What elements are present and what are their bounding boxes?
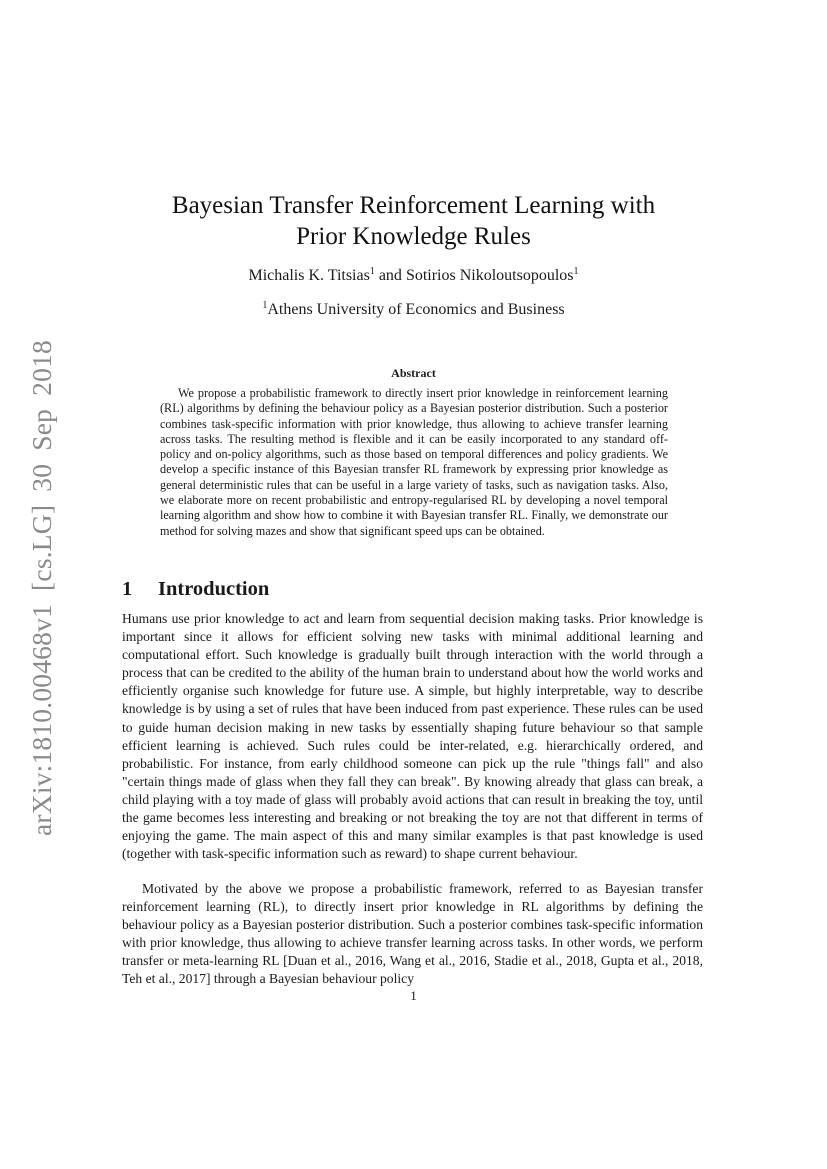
intro-paragraph-2: Motivated by the above we propose a probabilistic framework, referred to as Bayesian transfer reinforcement learning (RL), to directly insert prior knowledge in RL algorithms by defining the behaviour policy as a Bayesian posterior distribution. Such a posterior combines task-specific information with prior knowledge, thus allowing to achieve transfer learning across tasks. In other words, we perform transfer or meta-learning RL [Duan et al., 2016, Wang et al., 2016, Stadie et al., 2018, Gupta et al., 2018, Teh et al., 2017] through a Bayesian behaviour policy xyxy=(122,881,703,987)
abstract-body: We propose a probabilistic framework to directly insert prior knowledge in reinforcement learning (RL) algorithms by defining the behaviour policy as a Bayesian posterior distribution. Such a posterior combines task-specific information with prior knowledge, thus allowing to achieve transfer learning across tasks. The resulting method is flexible and it can be easily incorporated to any standard off-policy and on-policy algorithms, such as those based on temporal differences and policy gradients. We develop a specific instance of this Bayesian transfer RL framework by expressing prior knowledge as general deterministic rules that can be useful in a large variety of tasks, such as navigation tasks. Also, we elaborate more on recent probabilistic and entropy-regularised RL by developing a novel temporal learning algorithm and show how to combine it with Bayesian transfer RL. Finally, we demonstrate our method for solving mazes and show that significant speed ups can be obtained. xyxy=(160,386,668,538)
paper-title xyxy=(100,190,727,252)
affiliation-mark: 1 xyxy=(262,300,268,311)
affiliation xyxy=(100,301,727,319)
section-heading-introduction xyxy=(122,578,269,601)
arxiv-stamp-text: arXiv:1810.00468v1 [cs.LG] 30 Sep 2018 xyxy=(26,339,57,836)
abstract-heading: Abstract xyxy=(391,366,436,380)
affiliation-name: Athens University of Economics and Business xyxy=(267,301,565,318)
section-number: 1 xyxy=(122,578,133,600)
intro-paragraph-1: Humans use prior knowledge to act and learn from sequential decision making tasks. Prior knowledge is important since it allows for efficient solving new tasks with minimal additional learning and computational effort. Such knowledge is gradually built through interaction with the world through a process that can be credited to the ability of the human brain to understand about how the world works and efficiently organise such knowledge for future use. A simple, but highly interpretable, way to describe knowledge is by using a set of rules that have been induced from past experience. These rules can be used to guide human decision making in new tasks by essentially shaping future behaviour so that sample efficient learning is achieved. Such rules could be inter-related, e.g. hierarchically ordered, and probabilistic. For instance, from early childhood someone can pick up the rule "things fall" and also "certain things made of glass when they fall they can break". By knowing already that glass can break, a child playing with a toy made of glass will probably avoid actions that can result in breaking the toy, until the game becomes less interesting and breaking or not breaking the toy are not that different in terms of enjoying the game. The main aspect of this and many similar examples is that past knowledge is used (together with task-specific information such as reward) to shape current behaviour. xyxy=(122,611,703,862)
author-conjunction: and xyxy=(374,267,406,284)
author-2: Sotirios Nikoloutsopoulos xyxy=(405,267,574,284)
title-line-2: Prior Knowledge Rules xyxy=(296,223,531,250)
author-2-affil-mark: 1 xyxy=(573,266,579,277)
author-1: Michalis K. Titsias xyxy=(248,267,370,284)
section-title: Introduction xyxy=(158,578,270,600)
arxiv-stamp xyxy=(22,339,62,836)
author-1-affil-mark: 1 xyxy=(369,266,375,277)
author-list xyxy=(100,267,727,285)
title-line-1: Bayesian Transfer Reinforcement Learning with xyxy=(171,192,656,219)
page-number: 1 xyxy=(410,988,417,1003)
